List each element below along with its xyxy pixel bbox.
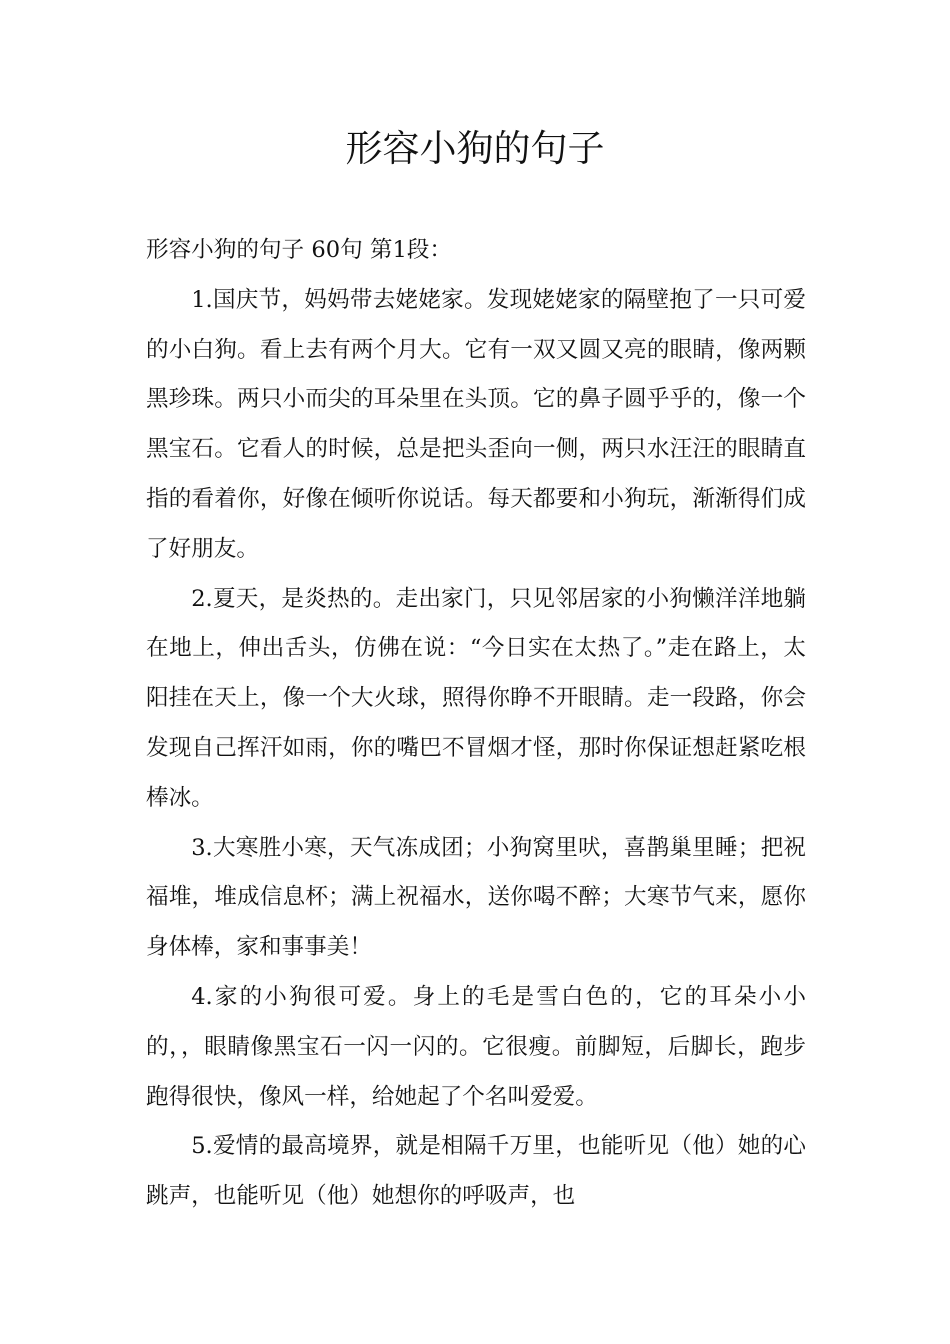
paragraph-3: 3.大寒胜小寒，天气冻成团；小狗窝里吠，喜鹊巢里睡；把祝福堆，堆成信息杯；满上祝福水，送你喝不醉；大寒节气来，愿你身体棒，家和事事美！ xyxy=(146,834,806,961)
intro-line: 形容小狗的句子 60句 第1段： xyxy=(146,237,453,263)
paragraph-1: 1.国庆节，妈妈带去姥姥家。发现姥姥家的隔壁抱了一只可爱的小白狗。看上去有两个月大。它有一双又圆又亮的眼睛，像两颗黑珍珠。两只小而尖的耳朵里在头顶。它的鼻子圆乎乎的，像一个黑宝石。它看人的时候，总是把头歪向一侧，两只水汪汪的眼睛直指的看着你，好像在倾听你说话。每天都要和小狗玩，渐渐得们成了好朋友。 xyxy=(146,286,806,562)
document-body xyxy=(146,226,806,1222)
paragraph-2: 2.夏天，是炎热的。走出家门，只见邻居家的小狗懒洋洋地躺在地上，伸出舌头，仿佛在说：“今日实在太热了。”走在路上，太阳挂在天上，像一个大火球，照得你睁不开眼睛。走一段路，你会发现自己挥汗如雨，你的嘴巴不冒烟才怪，那时你保证想赶紧吃根棒冰。 xyxy=(146,585,806,811)
paragraph-5: 5.爱情的最高境界，就是相隔千万里，也能听见（他）她的心跳声，也能听见（他）她想你的呼吸声，也 xyxy=(146,1133,806,1210)
paragraph-4: 4.家的小狗很可爱。身上的毛是雪白色的，它的耳朵小小的，，眼睛像黑宝石一闪一闪的。它很瘦。前脚短，后脚长，跑步跑得很快，像风一样，给她起了个名叫爱爱。 xyxy=(146,983,806,1110)
document-title: 形容小狗的句子 xyxy=(345,127,605,170)
